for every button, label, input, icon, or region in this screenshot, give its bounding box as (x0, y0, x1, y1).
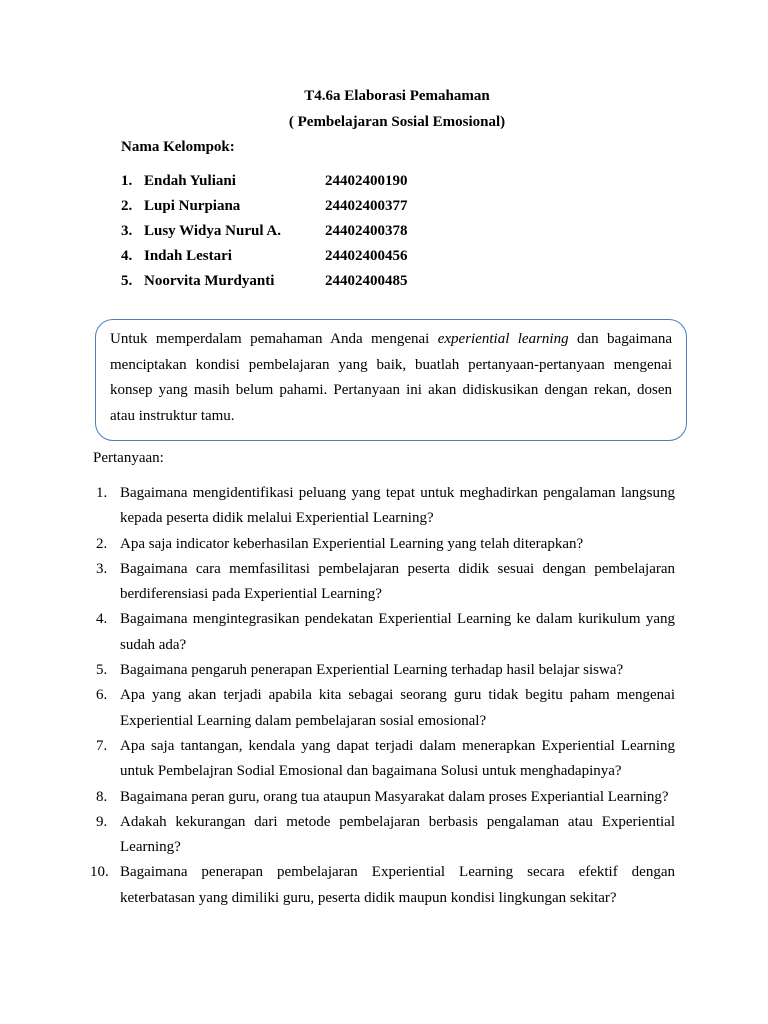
questions-label: Pertanyaan: (93, 450, 164, 466)
instruction-part1: Untuk memperdalam pemahaman Anda mengenai (110, 331, 438, 347)
instruction-italic: experiential learning (437, 331, 569, 347)
instruction-part2: dan bagaimana menciptakan kondisi pembelajaran yang baik, buatlah pertanyaan-pertanyaan mengenai konsep yang masih belum pahami. Pertanyaan ini akan didiskusikan dengan rekan, dosen atau instruktur tamu. (110, 331, 673, 424)
member-number: 5. (121, 273, 133, 289)
question-number: 10. (90, 864, 109, 881)
question-number: 7. (96, 737, 108, 754)
member-number: 1. (121, 173, 133, 189)
document-subtitle: ( Pembelajaran Sosial Emosional) (288, 114, 506, 130)
instruction-text (110, 327, 672, 429)
question-text: Apa saja tantangan, kendala yang dapat terjadi dalam menerapkan Experiential Learning untuk Pembelajran Sodial Emosional dan bagaimana Solusi untuk menghadapinya? (120, 737, 675, 780)
question-text: Apa yang akan terjadi apabila kita sebagai seorang guru tidak begitu paham mengenai Experiential Learning dalam pembelajaran sosial emosional? (120, 687, 675, 729)
question-text: Adakah kekurangan dari metode pembelajaran berbasis pengalaman atau Experiential Learning? (120, 813, 675, 856)
member-name: Indah Lestari (144, 248, 232, 264)
question-number: 4. (96, 611, 108, 628)
question-item (93, 810, 675, 861)
question-item (93, 481, 675, 532)
question-number: 8. (96, 788, 108, 805)
question-number: 2. (96, 535, 108, 552)
question-text: Bagaimana pengaruh penerapan Experiential Learning terhadap hasil belajar siswa? (120, 662, 624, 679)
question-text: Bagaimana mengidentifikasi peluang yang tepat untuk meghadirkan pengalaman langsung kepada peserta didik melalui Experiential Learning? (120, 485, 675, 527)
member-name: Noorvita Murdyanti (144, 273, 275, 289)
member-name: Lusy Widya Nurul A. (144, 223, 281, 239)
member-nim: 24402400190 (325, 173, 408, 189)
question-item (93, 785, 675, 810)
question-item (90, 860, 675, 911)
member-nim: 24402400456 (325, 248, 408, 264)
question-text: Bagaimana mengintegrasikan pendekatan Experiential Learning ke dalam kurikulum yang sudah ada? (120, 611, 675, 653)
question-item (93, 607, 675, 658)
question-number: 6. (96, 687, 108, 704)
question-number: 1. (96, 485, 108, 501)
member-nim: 24402400485 (325, 273, 408, 289)
question-number: 3. (96, 560, 108, 577)
group-label: Nama Kelompok: (121, 139, 235, 155)
question-text: Apa saja indicator keberhasilan Experiential Learning yang telah diterapkan? (120, 535, 584, 552)
member-number: 3. (121, 223, 133, 239)
question-number: 9. (96, 813, 108, 830)
member-name: Lupi Nurpiana (144, 198, 241, 214)
question-text: Bagaimana penerapan pembelajaran Experiential Learning secara efektif dengan keterbatasan yang dimiliki guru, peserta didik maupun kondisi lingkungan sekitar? (120, 864, 675, 906)
question-number: 5. (96, 662, 108, 679)
member-number: 4. (121, 248, 133, 264)
question-text: Bagaimana peran guru, orang tua ataupun Masyarakat dalam proses Experiantial Learning? (120, 788, 669, 805)
question-item (93, 532, 675, 557)
question-item (93, 734, 675, 785)
member-name: Endah Yuliani (144, 173, 236, 189)
question-item (93, 683, 675, 734)
question-list (90, 481, 675, 911)
member-number: 2. (121, 198, 133, 214)
member-nim: 24402400377 (325, 198, 408, 214)
question-item (93, 658, 675, 683)
member-nim: 24402400378 (325, 223, 408, 239)
document-title: T4.6a Elaborasi Pemahaman (304, 88, 490, 104)
question-item (93, 557, 675, 608)
question-text: Bagaimana cara memfasilitasi pembelajaran peserta didik sesuai dengan pembelajaran berdiferensiasi pada Experiential Learning? (120, 560, 675, 603)
